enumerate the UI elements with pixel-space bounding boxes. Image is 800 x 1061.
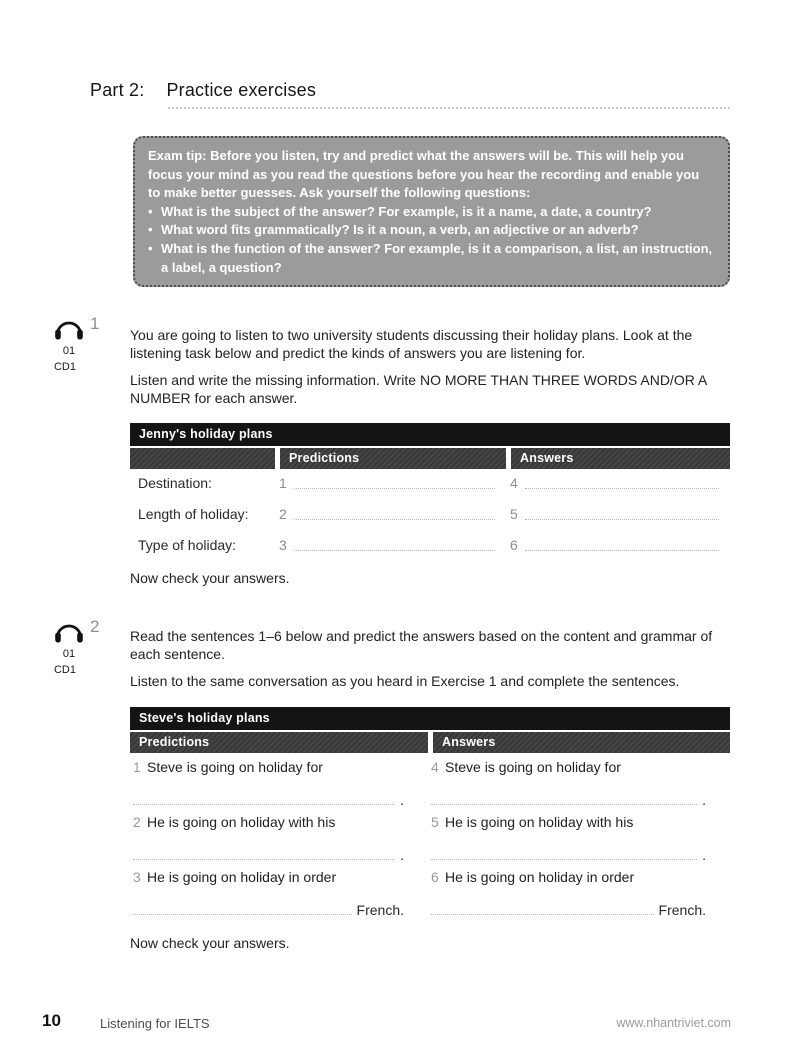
exam-tip-bullet <box>148 221 715 240</box>
answer-blank <box>133 859 395 860</box>
exam-tip-bullet-text: What is the function of the answer? For example, is it a comparison, a list, an instruction, a label, a question? <box>161 240 713 275</box>
answer-blank <box>431 804 697 805</box>
answers-header: Answers <box>511 448 730 469</box>
answer-blank <box>133 804 395 805</box>
blank-number: 2 <box>279 506 287 522</box>
exercise-number: 2 <box>90 617 100 636</box>
bullet-icon: • <box>148 240 153 256</box>
sentence-item <box>130 813 428 868</box>
item-text: He is going on holiday in order <box>147 869 337 885</box>
answer-cell <box>506 537 730 553</box>
item-suffix: French. <box>356 902 404 918</box>
answer-blank <box>525 475 719 489</box>
answer-blank <box>294 506 495 520</box>
steve-holiday-plans-table <box>130 707 730 923</box>
empty-header-cell <box>130 448 275 469</box>
item-text: He is going on holiday with his <box>147 814 336 830</box>
answer-cell <box>506 506 730 522</box>
predictions-column <box>130 758 428 923</box>
predictions-header: Predictions <box>280 448 506 469</box>
prediction-cell <box>275 475 506 491</box>
exam-tip-bullet-text: What is the subject of the answer? For example, is it a name, a date, a country? <box>161 203 652 219</box>
bullet-icon: • <box>148 222 153 238</box>
headphones-icon <box>53 620 85 646</box>
sentence-item <box>130 868 428 923</box>
item-suffix: . <box>400 792 404 808</box>
exercise-number: 1 <box>90 314 100 333</box>
exam-tip-intro: Before you listen, try and predict what the answers will be. This will help you focus your mind as you read the questions before you hear the recording and enable you to make better guesses. Ask yourself the following questions: <box>148 148 700 201</box>
answer-cell <box>506 475 730 491</box>
sentence-item <box>130 758 428 813</box>
book-title: Listening for IELTS <box>100 1016 210 1031</box>
item-text: Steve is going on holiday for <box>147 759 323 775</box>
track-number: 01 <box>62 648 76 660</box>
table-header-row <box>130 448 730 469</box>
item-suffix: French. <box>658 902 706 918</box>
item-number: 4 <box>431 759 439 775</box>
item-number: 1 <box>133 759 141 775</box>
exercise2-paragraph-2: Listen to the same conversation as you heard in Exercise 1 and complete the sentences. <box>130 673 680 689</box>
sentence-item <box>428 868 730 923</box>
exercise2-audio-cue <box>53 617 123 676</box>
cd-label: CD1 <box>53 664 76 676</box>
item-suffix: . <box>702 792 706 808</box>
blank-number: 3 <box>279 537 287 553</box>
item-text: Steve is going on holiday for <box>445 759 621 775</box>
table-row <box>130 531 730 562</box>
exam-tip-label: Exam tip: <box>148 148 207 163</box>
item-number: 3 <box>133 869 141 885</box>
row-label: Destination: <box>138 475 212 491</box>
jenny-holiday-plans-table <box>130 423 730 562</box>
table-title: Jenny's holiday plans <box>130 423 730 446</box>
answers-header: Answers <box>433 732 730 753</box>
answer-blank <box>431 914 654 915</box>
answer-blank <box>294 537 495 551</box>
item-text: He is going on holiday with his <box>445 814 634 830</box>
blank-number: 5 <box>510 506 518 522</box>
row-label: Type of holiday: <box>138 537 237 553</box>
table-row <box>130 469 730 500</box>
sentence-item <box>428 813 730 868</box>
exercise1-check-answers: Now check your answers. <box>130 570 290 586</box>
exercise1-instructions <box>130 326 730 407</box>
answer-blank <box>525 506 719 520</box>
answer-blank <box>133 914 352 915</box>
exam-tip-bullet <box>148 203 715 222</box>
track-number: 01 <box>62 345 76 357</box>
item-number: 2 <box>133 814 141 830</box>
cd-label: CD1 <box>53 361 76 373</box>
row-label: Length of holiday: <box>138 506 249 522</box>
answer-blank <box>294 475 495 489</box>
page-title <box>90 80 316 101</box>
publisher-website: www.nhantriviet.com <box>616 1016 731 1030</box>
page-title-rest: Practice exercises <box>166 80 317 100</box>
exam-tip-box <box>133 136 730 287</box>
exercise1-paragraph-2: Listen and write the missing information. Write NO MORE THAN THREE WORDS AND/OR A NUMBER for each answer. <box>130 372 707 406</box>
title-underline <box>168 107 730 109</box>
table-title: Steve's holiday plans <box>130 707 730 730</box>
prediction-cell <box>275 537 506 553</box>
blank-number: 4 <box>510 475 518 491</box>
item-text: He is going on holiday in order <box>445 869 635 885</box>
exercise2-instructions <box>130 627 730 690</box>
blank-number: 6 <box>510 537 518 553</box>
item-number: 6 <box>431 869 439 885</box>
page-title-part: Part 2: <box>90 80 145 100</box>
item-suffix: . <box>702 847 706 863</box>
item-suffix: . <box>400 847 404 863</box>
page-number: 10 <box>42 1011 61 1030</box>
exam-tip-bullet-text: What word fits grammatically? Is it a noun, a verb, an adjective or an adverb? <box>161 222 639 238</box>
prediction-cell <box>275 506 506 522</box>
sentence-item <box>428 758 730 813</box>
bullet-icon: • <box>148 203 153 219</box>
answer-blank <box>525 537 719 551</box>
exercise2-check-answers: Now check your answers. <box>130 935 290 951</box>
item-number: 5 <box>431 814 439 830</box>
blank-number: 1 <box>279 475 287 491</box>
headphones-icon <box>53 317 85 343</box>
table-header-row <box>130 732 730 753</box>
exercise2-paragraph-1: Read the sentences 1–6 below and predict the answers based on the content and grammar of each sentence. <box>130 628 713 662</box>
table-row <box>130 500 730 531</box>
answer-blank <box>431 859 697 860</box>
exercise1-audio-cue <box>53 314 123 373</box>
exercise1-paragraph-1: You are going to listen to two university students discussing their holiday plans. Look at the listening task below and predict the kinds of answers you are listening for. <box>130 327 693 361</box>
answers-column <box>428 758 730 923</box>
predictions-header: Predictions <box>130 732 428 753</box>
exam-tip-bullet <box>148 240 715 277</box>
